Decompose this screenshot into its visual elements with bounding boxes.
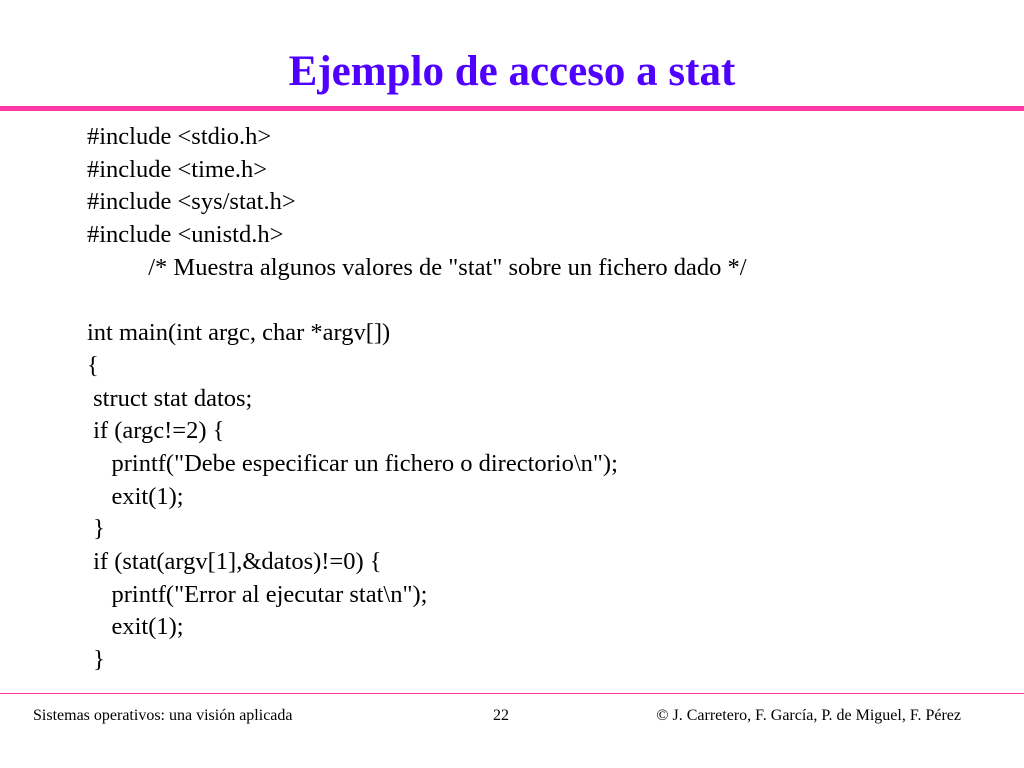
code-line: #include <stdio.h> [87,123,272,150]
code-line: #include <sys/stat.h> [87,188,296,216]
code-line: exit(1); [87,482,184,510]
code-line: if (argc!=2) { [87,417,225,445]
code-listing [87,121,747,677]
code-line: printf("Error al ejecutar stat\n"); [87,580,428,608]
code-line: printf("Debe especificar un fichero o directorio\n"); [87,449,618,477]
footer-copyright: © J. Carretero, F. García, P. de Miguel, F. Pérez [656,707,961,724]
code-line: #include <time.h> [87,155,268,183]
code-line: #include <unistd.h> [87,221,284,249]
title-divider [0,106,1024,111]
footer-divider [0,693,1024,694]
code-line: exit(1); [87,613,184,641]
code-line: { [87,351,99,379]
footer-page-number: 22 [493,707,509,724]
code-line: } [87,515,105,543]
code-line [87,284,747,317]
code-line: struct stat datos; [87,384,253,412]
slide-title: Ejemplo de acceso a stat [288,48,736,95]
code-line: int main(int argc, char *argv[]) [87,319,391,347]
code-line: /* Muestra algunos valores de "stat" sobre un fichero dado */ [87,253,747,281]
footer-book-title: Sistemas operativos: una visión aplicada [33,707,293,724]
code-line: } [87,646,105,673]
code-line: if (stat(argv[1],&datos)!=0) { [87,547,382,575]
